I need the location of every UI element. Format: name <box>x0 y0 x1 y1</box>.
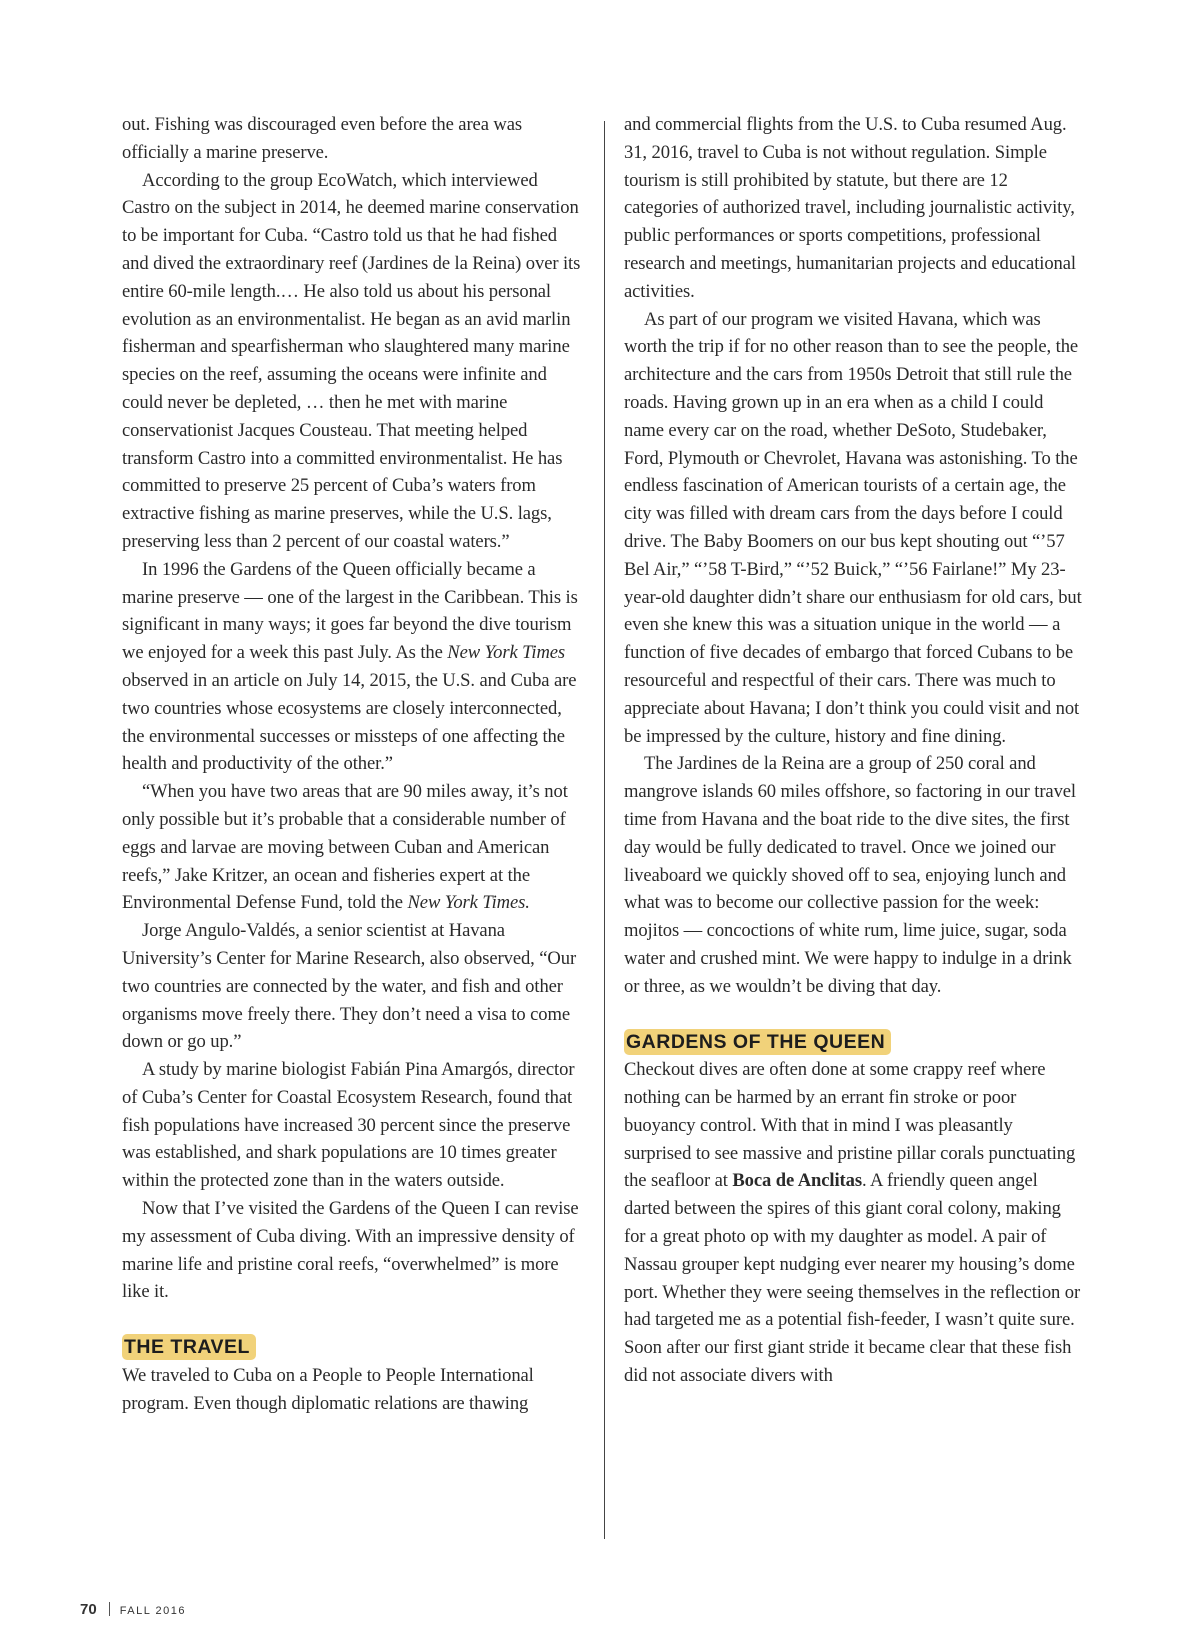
paragraph: In 1996 the Gardens of the Queen officially became a marine preserve — one of the largest in the Caribbean. This is significant in many ways; it goes far beyond the dive tourism we enjoyed for a week this past July. As the New York Times observed in an article on July 14, 2015, the U.S. and Cuba are two countries whose ecosystems are closely interconnected, the environmental successes or missteps of one affecting the health and productivity of the other.” <box>122 558 578 775</box>
paragraph: Checkout dives are often done at some crappy reef where nothing can be harmed by an errant fin stroke or poor buoyancy control. With that in mind I was pleasantly surprised to see massive and pristine pillar corals punctuating the seafloor at Boca de Anclitas. A friendly queen angel darted between the spires of this giant coral colony, making for a great photo op with my daughter as model. A pair of Nassau grouper kept nudging ever nearer my housing’s dome port. Whether they were seeing themselves in the reflection or had targeted me as a potential fish-feeder, I wasn’t quite sure. Soon after our first giant stride it became clear that these fish did not associate divers with <box>624 1059 1081 1387</box>
issue-label: FALL 2016 <box>119 1605 186 1617</box>
page-footer <box>80 1601 186 1619</box>
paragraph: A study by marine biologist Fabián Pina Amargós, director of Cuba’s Center for Coastal Ecosystem Research, found that fish populations have increased 30 percent since the preserve was established, and shark populations are 10 times greater within the protected zone than in the waters outside. <box>122 1059 575 1192</box>
paragraph: “When you have two areas that are 90 miles away, it’s not only possible but it’s probable that a considerable number of eggs and larvae are moving between Cuban and American reefs,” Jake Kritzer, an ocean and fisheries expert at the Environmental Defense Fund, told the New York Times. <box>122 781 568 914</box>
paragraph: Now that I’ve visited the Gardens of the Queen I can revise my assessment of Cuba diving. With an impressive density of marine life and pristine coral reefs, “overwhelmed” is more like it. <box>122 1198 579 1303</box>
paragraph: The Jardines de la Reina are a group of 250 coral and mangrove islands 60 miles offshore, so factoring in our travel time from Havana and the boat ride to the dive sites, the first day would be fully dedicated to travel. Once we joined our liveaboard we quickly shoved off to sea, enjoying lunch and what was to become our collective passion for the week: mojitos — concoctions of white rum, lime juice, sugar, soda water and crushed mint. We were happy to indulge in a drink or three, as we wouldn’t be diving that day. <box>624 753 1076 997</box>
paragraph: Jorge Angulo-Valdés, a senior scientist at Havana University’s Center for Marine Research, also observed, “Our two countries are connected by the water, and fish and other organisms move freely there. They don’t need a visa to come down or go up.” <box>122 920 577 1053</box>
section-heading-travel: THE TRAVEL <box>122 1334 256 1360</box>
right-column <box>624 111 1084 1390</box>
column-divider <box>604 121 605 1539</box>
paragraph: out. Fishing was discouraged even before the area was officially a marine preserve. <box>122 114 523 163</box>
paragraph: We traveled to Cuba on a People to People International program. Even though diplomatic relations are thawing <box>122 1365 534 1414</box>
section-heading-gardens: GARDENS OF THE QUEEN <box>624 1029 891 1055</box>
paragraph: According to the group EcoWatch, which interviewed Castro on the subject in 2014, he deemed marine conservation to be important for Cuba. “Castro told us that he had fished and dived the extraordinary reef (Jardines de la Reina) over its entire 60-mile length.… He also told us about his personal evolution as an environmentalist. He began as an avid marlin fisherman and spearfisherman who slaughtered many marine species on the reef, assuming the oceans were infinite and could never be depleted, … then he met with marine conservationist Jacques Cousteau. That meeting helped transform Castro into a committed environmentalist. He has committed to preserve 25 percent of Cuba’s waters from extractive fishing as marine preserves, while the U.S. lags, preserving less than 2 percent of our coastal waters.” <box>122 169 581 552</box>
footer-divider <box>109 1602 110 1616</box>
paragraph: and commercial flights from the U.S. to Cuba resumed Aug. 31, 2016, travel to Cuba is not without regulation. Simple tourism is still prohibited by statute, but there are 12 categories of authorized travel, including journalistic activity, public performances or sports competitions, professional research and meetings, humanitarian projects and educational activities. <box>624 114 1076 302</box>
page-number: 70 <box>80 1601 97 1618</box>
paragraph: As part of our program we visited Havana, which was worth the trip if for no other reason than to see the people, the architecture and the cars from 1950s Detroit that still rule the roads. Having grown up in an era when as a child I could name every car on the road, whether DeSoto, Studebaker, Ford, Plymouth or Chevrolet, Havana was astonishing. To the endless fascination of American tourists of a certain age, the city was filled with dream cars from the days before I could drive. The Baby Boomers on our bus kept shouting out “’57 Bel Air,” “’58 T-Bird,” “’52 Buick,” “’56 Fairlane!” My 23-year-old daughter didn’t share our enthusiasm for old cars, but even she knew this was a situation unique in the world — a function of five decades of embargo that forced Cubans to be resourceful and respectful of their cars. There was much to appreciate about Havana; I don’t think you could visit and not be impressed by the culture, history and fine dining. <box>624 308 1082 747</box>
left-column <box>122 111 582 1418</box>
